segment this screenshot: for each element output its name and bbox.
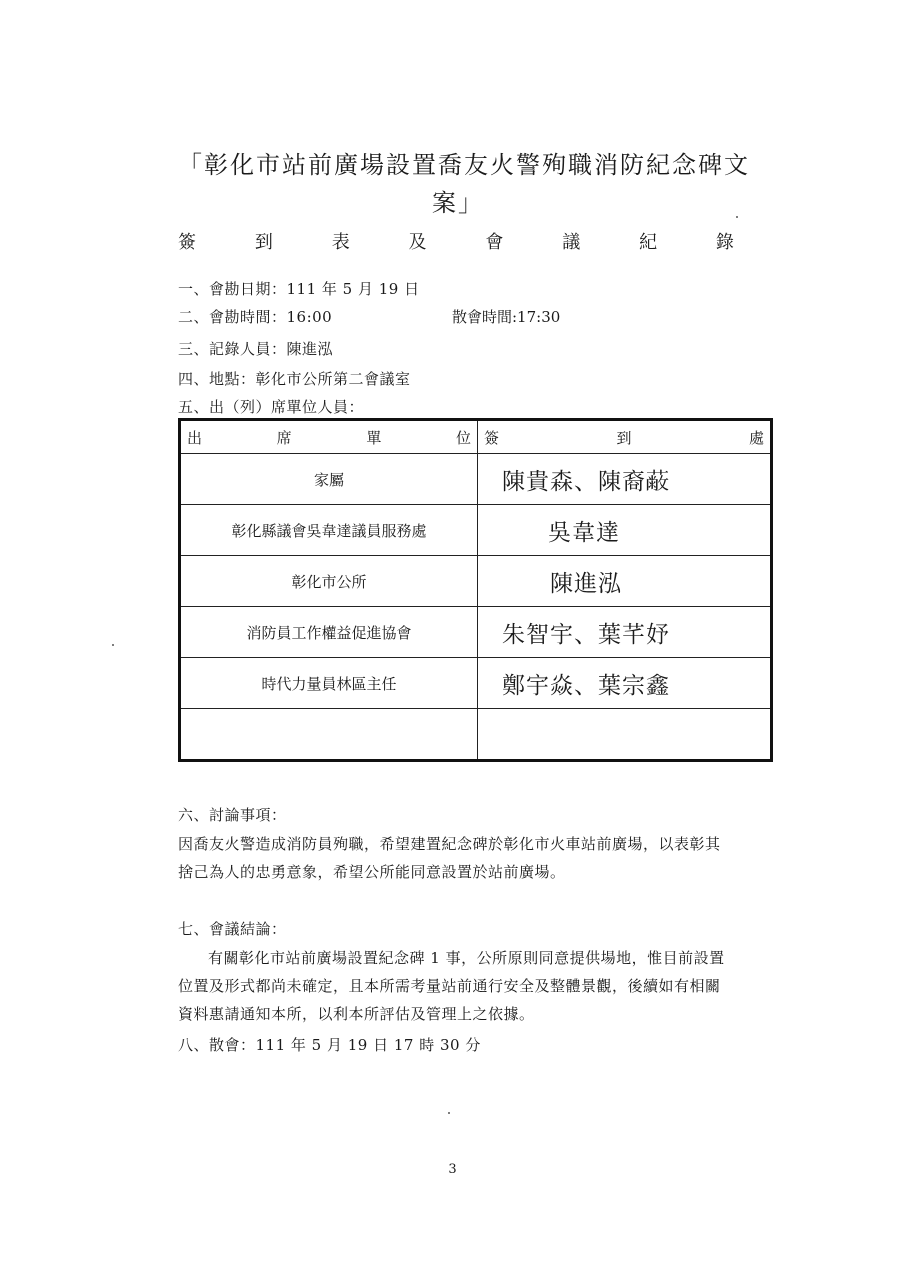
end-time: 散會時間:17:30 <box>452 308 561 326</box>
subtitle <box>178 228 734 254</box>
recorder: 三、記錄人員：陳進泓 <box>178 340 334 358</box>
header-char: 出 <box>187 428 203 447</box>
title-line-2: 案」 <box>432 189 484 217</box>
subtitle-char: 表 <box>331 232 350 253</box>
scan-speck <box>448 1112 450 1114</box>
subtitle-char: 及 <box>408 232 427 253</box>
location: 四、地點：彰化市公所第二會議室 <box>178 370 411 388</box>
meeting-time: 二、會勘時間：16:00 <box>178 308 333 326</box>
conclusion-heading: 七、會議結論： <box>178 920 287 938</box>
subtitle-char: 紀 <box>639 232 658 253</box>
table-header-row <box>180 420 772 454</box>
signature-cell: 陳進泓 <box>478 556 772 607</box>
signature-cell <box>478 709 772 761</box>
header-char: 單 <box>366 428 382 447</box>
subtitle-char: 簽 <box>178 232 196 253</box>
header-char: 簽 <box>484 428 500 447</box>
subtitle-char: 會 <box>485 232 504 253</box>
table-row <box>180 607 772 658</box>
header-char: 位 <box>455 428 471 447</box>
page-number: 3 <box>448 1162 457 1177</box>
header-sign-cell <box>478 420 772 454</box>
unit-cell: 彰化縣議會吳韋達議員服務處 <box>180 505 478 556</box>
subtitle-char: 議 <box>562 232 581 253</box>
unit-cell <box>180 709 478 761</box>
signature-cell: 鄭宇焱、葉宗鑫 <box>478 658 772 709</box>
title-line-1: 「彰化市站前廣場設置喬友火警殉職消防紀念碑文 <box>178 151 750 179</box>
attendance-table <box>178 418 773 762</box>
header-char: 席 <box>276 428 292 447</box>
header-char: 處 <box>748 428 764 447</box>
scan-speck <box>736 216 738 218</box>
signature-cell: 陳貴森、陳裔𦽗 <box>478 454 772 505</box>
signature-cell: 吳韋達 <box>478 505 772 556</box>
table-row <box>180 709 772 761</box>
discussion-text: 因喬友火警造成消防員殉職，希望建置紀念碑於彰化市火車站前廣場，以表彰其捨己為人的忠勇意象，希望公所能同意設置於站前廣場。 <box>178 835 721 881</box>
discussion-heading: 六、討論事項： <box>178 806 287 824</box>
subtitle-char: 到 <box>254 232 273 253</box>
header-char: 到 <box>616 428 632 447</box>
signature-cell: 朱智宇、葉芊妤 <box>478 607 772 658</box>
unit-cell: 消防員工作權益促進協會 <box>180 607 478 658</box>
table-row <box>180 658 772 709</box>
attendees-heading: 五、出（列）席單位人員： <box>178 398 365 416</box>
document-title <box>178 146 750 222</box>
meeting-date: 一、會勘日期：111 年 5 月 19 日 <box>178 280 420 298</box>
unit-cell: 彰化市公所 <box>180 556 478 607</box>
table-row <box>180 556 772 607</box>
adjournment: 八、散會：111 年 5 月 19 日 17 時 30 分 <box>178 1036 481 1054</box>
table-row <box>180 454 772 505</box>
unit-cell: 時代力量員林區主任 <box>180 658 478 709</box>
table-row <box>180 505 772 556</box>
header-unit-cell <box>180 420 478 454</box>
subtitle-char: 錄 <box>715 232 734 253</box>
scan-speck <box>112 644 114 646</box>
unit-cell: 家屬 <box>180 454 478 505</box>
conclusion-text: 有關彰化市站前廣場設置紀念碑 1 事，公所原則同意提供場地，惟目前設置位置及形式都尚未確定，且本所需考量站前通行安全及整體景觀，後續如有相關資料惠請通知本所，以利本所評估及管理上之依據。 <box>178 949 725 1023</box>
